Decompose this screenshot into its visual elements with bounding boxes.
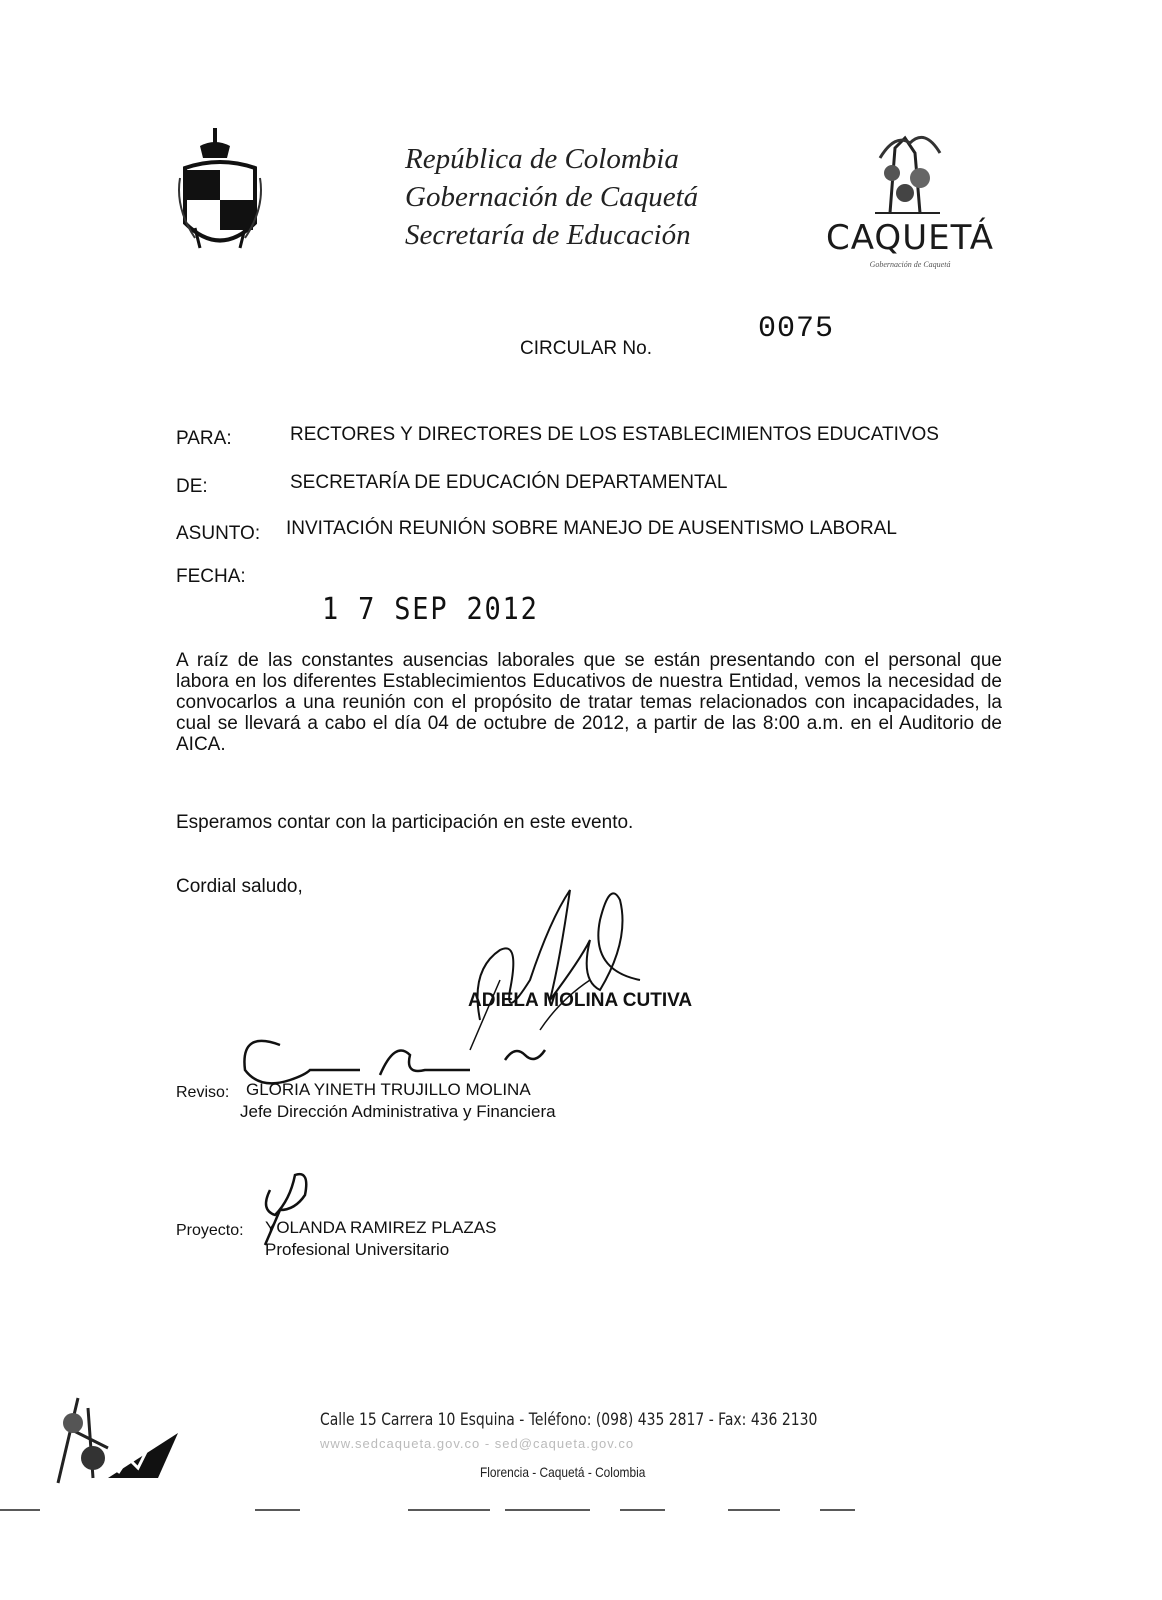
footer-rule-lines xyxy=(0,1500,1162,1520)
closing-salutation: Cordial saludo, xyxy=(176,876,303,897)
project-name: YOLANDA RAMIREZ PLAZAS xyxy=(265,1218,497,1237)
footer-city: Florencia - Caquetá - Colombia xyxy=(480,1464,646,1480)
asunto-value: INVITACIÓN REUNIÓN SOBRE MANEJO DE AUSENTISMO LABORAL xyxy=(286,518,897,539)
project-label: Proyecto: xyxy=(176,1222,244,1239)
fecha-label: FECHA: xyxy=(176,566,246,587)
footer-tree-logo xyxy=(48,1388,188,1488)
body-paragraph-1: A raíz de las constantes ausencias laborales que se están presentando con el personal que labora en los diferentes Establecimientos Educativos de nuestra Entidad, vemos la necesidad de convocarlos a una reunión con el propósito de tratar temas relacionados con incapacidades, la cual se llevará a cabo el día 04 de octubre de 2012, a partir de las 8:00 a.m. en el Auditorio de AICA. xyxy=(176,650,1002,755)
coat-of-arms-emblem xyxy=(175,128,265,268)
logo-wordmark: CAQUETÁ xyxy=(826,218,994,258)
header-line-republic: República de Colombia xyxy=(405,143,679,175)
tree-icon xyxy=(820,128,1000,218)
reviewer-title: Jefe Dirección Administrativa y Financiera xyxy=(240,1102,556,1121)
project-title: Profesional Universitario xyxy=(265,1240,450,1259)
de-label: DE: xyxy=(176,476,208,497)
para-label: PARA: xyxy=(176,428,232,449)
header-line-secretariat: Secretaría de Educación xyxy=(405,219,691,251)
logo-tagline: Gobernación de Caquetá xyxy=(869,260,951,269)
body-paragraph-2: Esperamos contar con la participación en este evento. xyxy=(176,812,634,833)
letterhead-title xyxy=(405,140,735,254)
reviewer-name: GLORIA YINETH TRUJILLO MOLINA xyxy=(246,1080,531,1099)
circular-label: CIRCULAR No. xyxy=(520,338,652,359)
caqueta-logo xyxy=(820,128,1000,278)
footer-address: Calle 15 Carrera 10 Esquina - Teléfono: (098) 435 2817 - Fax: 436 2130 xyxy=(320,1410,818,1430)
reviewer-label: Reviso: xyxy=(176,1084,230,1101)
signatory-name: ADIELA MOLINA CUTIVA xyxy=(468,990,693,1011)
de-value: SECRETARÍA DE EDUCACIÓN DEPARTAMENTAL xyxy=(290,472,728,493)
header-line-government: Gobernación de Caquetá xyxy=(405,181,699,213)
para-value: RECTORES Y DIRECTORES DE LOS ESTABLECIMIENTOS EDUCATIVOS xyxy=(290,424,939,445)
footer-web: www.sedcaqueta.gov.co - sed@caqueta.gov.co xyxy=(320,1436,635,1451)
date-stamp: 1 7 SEP 2012 xyxy=(322,592,539,627)
circular-number: 0075 xyxy=(758,312,835,346)
asunto-label: ASUNTO: xyxy=(176,523,261,544)
